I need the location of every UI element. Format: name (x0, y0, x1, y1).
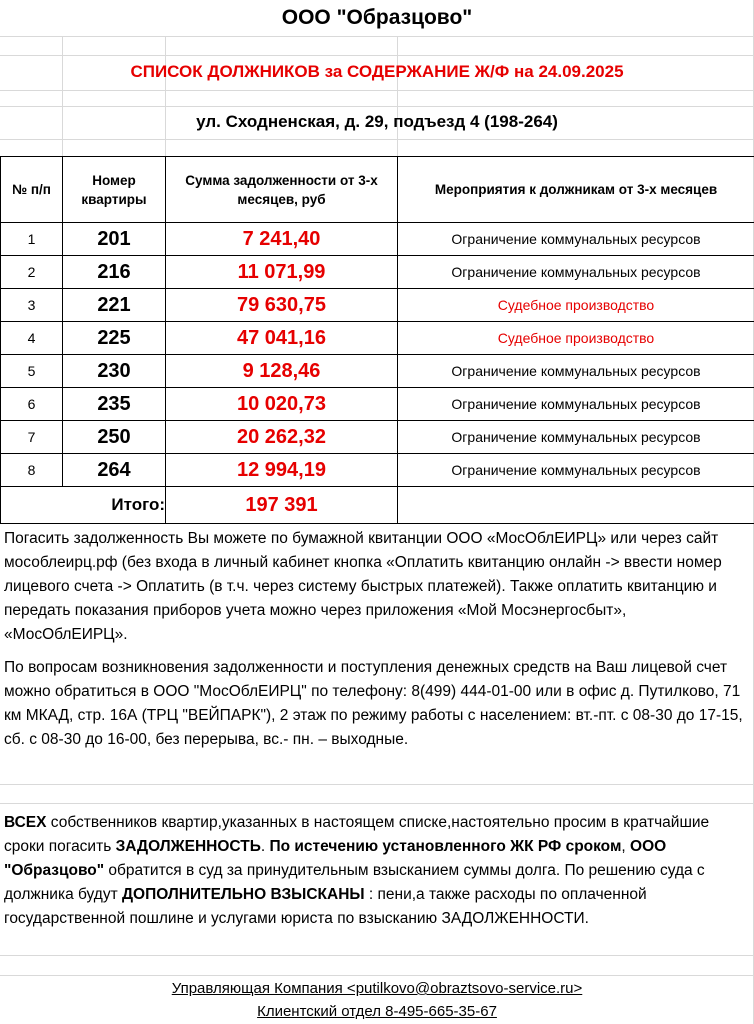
row-number: 3 (1, 289, 63, 322)
row-number: 7 (1, 421, 63, 454)
warning-debt: ЗАДОЛЖЕННОСТЬ (115, 838, 261, 855)
apartment-number: 201 (63, 223, 166, 256)
table-header-row (1, 157, 754, 223)
total-row (1, 487, 754, 524)
row-number: 2 (1, 256, 63, 289)
total-empty-cell (398, 487, 754, 524)
debt-action: Ограничение коммунальных ресурсов (398, 421, 754, 454)
debtors-list-title: СПИСОК ДОЛЖНИКОВ за СОДЕРЖАНИЕ Ж/Ф на 24.09.2025 (130, 62, 624, 81)
total-value: 197 391 (166, 487, 398, 524)
warning-text-3: : пени,а также расходы по оплаченной государственной пошлине и услугами юриста по взысканию ЗАДОЛЖЕННОСТИ. (4, 886, 647, 927)
table-row (1, 322, 754, 355)
debt-action: Ограничение коммунальных ресурсов (398, 388, 754, 421)
apartment-number: 225 (63, 322, 166, 355)
row-number: 6 (1, 388, 63, 421)
row-number: 4 (1, 322, 63, 355)
table-row (1, 454, 754, 487)
warning-extra-charges: ДОПОЛНИТЕЛЬНО ВЗЫСКАНЫ (121, 886, 365, 903)
table-row (1, 355, 754, 388)
total-label: Итого: (1, 487, 166, 524)
apartment-number: 230 (63, 355, 166, 388)
payment-info (4, 527, 746, 647)
debt-amount: 20 262,32 (166, 421, 398, 454)
building-address: ул. Сходненская, д. 29, подъезд 4 (198-264) (196, 112, 558, 131)
row-number: 5 (1, 355, 63, 388)
header-sum: Сумма задолженности от 3-х месяцев, руб (166, 157, 398, 223)
debt-action: Судебное производство (398, 289, 754, 322)
table-row (1, 256, 754, 289)
table-row (1, 223, 754, 256)
warning-deadline: По истечению установленного ЖК РФ сроком (269, 838, 622, 855)
debt-amount: 7 241,40 (166, 223, 398, 256)
company-title: ООО "Образцово" (281, 6, 473, 29)
warning-all-owners: ВСЕХ (4, 814, 47, 831)
debt-action: Ограничение коммунальных ресурсов (398, 223, 754, 256)
debt-action: Ограничение коммунальных ресурсов (398, 454, 754, 487)
debt-amount: 79 630,75 (166, 289, 398, 322)
management-company-email[interactable]: Управляющая Компания <putilkovo@obraztsovo-service.ru> (171, 980, 583, 997)
contact-info (4, 656, 746, 752)
debt-amount: 12 994,19 (166, 454, 398, 487)
debt-action: Судебное производство (398, 322, 754, 355)
warning-paragraph (4, 811, 746, 931)
header-num: № п/п (1, 157, 63, 223)
warning-company: ООО "Образцово" (4, 838, 667, 879)
warning-text-1: собственников квартир,указанных в настоящем списке,настоятельно просим в кратчайшие сроки погасить (4, 814, 710, 855)
debt-amount: 10 020,73 (166, 388, 398, 421)
contact-paragraph: По вопросам возникновения задолженности и поступления денежных средств на Ваш лицевой счет можно обратиться в ООО "МосОблЕИРЦ" по телефону: 8(499) 444-01-00 или в офис д. Путилково, 71 км МКАД, стр. 16А (ТРЦ "ВЕЙПАРК"), 2 этаж по режиму работы с населением: вт.-пт. с 08-30 до 17-15, сб. с 08-30 до 16-00, без перерыва, вс.- пн. – выходные. (4, 659, 743, 748)
table-row (1, 289, 754, 322)
payment-paragraph: Погасить задолженность Вы можете по бумажной квитанции ООО «МосОблЕИРЦ» или через сайт мособлеирц.рф (без входа в личный кабинет кнопка «Оплатить квитанцию онлайн -> ввести номер лицевого счета -> Оплатить (в т.ч. через систему быстрых платежей). Также оплатить квитанцию и передать показания приборов учета можно через приложения «Мой Мосэнергосбыт», «МосОблЕИРЦ». (4, 530, 722, 643)
apartment-number: 216 (63, 256, 166, 289)
apartment-number: 221 (63, 289, 166, 322)
header-apartment: Номер квартиры (63, 157, 166, 223)
apartment-number: 250 (63, 421, 166, 454)
debt-amount: 47 041,16 (166, 322, 398, 355)
warning-sep-1: . (260, 838, 270, 855)
debt-action: Ограничение коммунальных ресурсов (398, 256, 754, 289)
warning-notice (4, 811, 746, 931)
warning-text-2: обратится в суд за принудительным взысканием суммы долга. По решению суда с должника будут (4, 862, 705, 903)
warning-sep-2: , (621, 838, 631, 855)
debt-amount: 9 128,46 (166, 355, 398, 388)
apartment-number: 264 (63, 454, 166, 487)
debt-amount: 11 071,99 (166, 256, 398, 289)
debtors-table (0, 156, 754, 524)
header-action: Мероприятия к должникам от 3-х месяцев (398, 157, 754, 223)
row-number: 8 (1, 454, 63, 487)
row-number: 1 (1, 223, 63, 256)
client-department-phone[interactable]: Клиентский отдел 8-495-665-35-67 (257, 1003, 497, 1020)
table-row (1, 421, 754, 454)
apartment-number: 235 (63, 388, 166, 421)
debt-action: Ограничение коммунальных ресурсов (398, 355, 754, 388)
table-row (1, 388, 754, 421)
